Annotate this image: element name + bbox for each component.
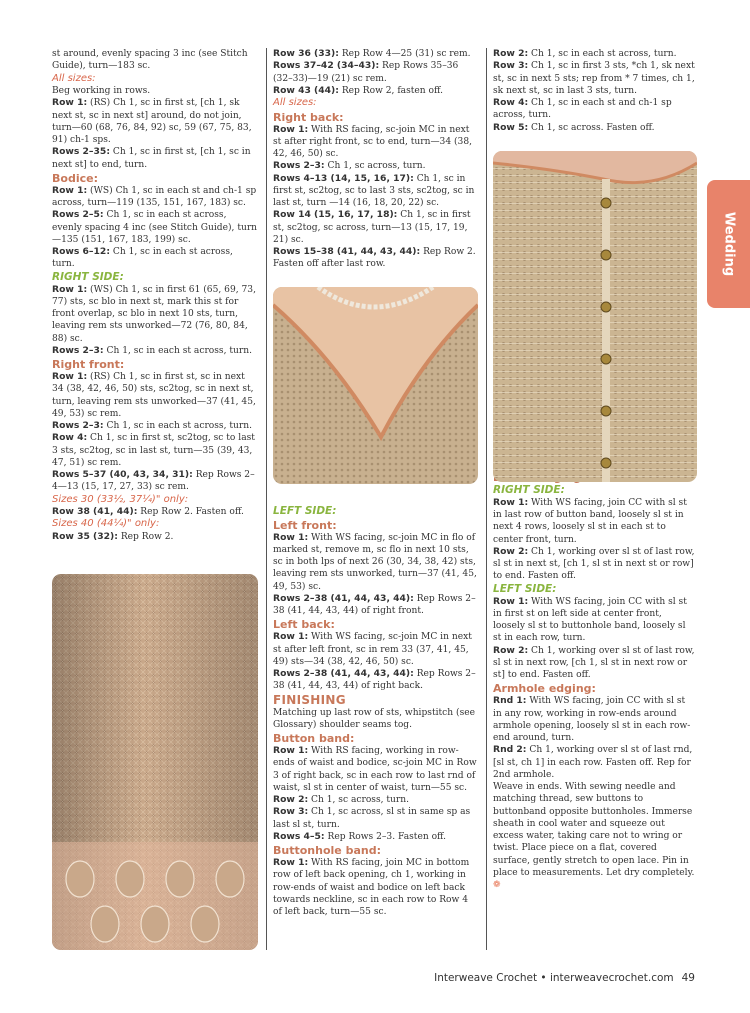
- row-label: Row 5:: [493, 121, 529, 133]
- section-tab: [707, 180, 750, 308]
- instruction-row: [273, 246, 478, 271]
- row-label: Row 1:: [52, 283, 88, 295]
- row-label: Row 14 (15, 16, 17, 18):: [273, 209, 398, 221]
- left-back-heading: Left back:: [273, 618, 335, 632]
- row-text: (RS) Ch 1, sc in first st, [ch 1, sk next st, sc in next st] around, do not join, turn—60 (68, 76, 84, 92) sc, 59 (67, 75, 83, 91) ch-1 sps.: [52, 98, 252, 145]
- instruction-row: [493, 60, 696, 97]
- instruction-row: [273, 209, 478, 246]
- armhole-edging-heading: Armhole edging:: [493, 682, 596, 696]
- row-text: Ch 1, sc in first 3 sts, *ch 1, sk next st, sc in next 5 sts; rep from * 7 times, ch 1, sk next st, sc in last 3 sts, turn.: [493, 61, 695, 96]
- row-label: Rows 4–13 (14, 15, 16, 17):: [273, 172, 414, 184]
- row-label: Row 2:: [493, 545, 529, 557]
- row-text: Rep Rows 35–36 (32–33)—19 (21) sc rem.: [273, 61, 459, 84]
- row-label: Row 1:: [273, 123, 309, 135]
- instruction-row: [52, 209, 258, 246]
- instruction-row: [52, 345, 258, 357]
- row-text: Ch 1, sc in each st across, turn.: [103, 345, 252, 356]
- row-text: With WS facing, sc-join MC in flo of marked st, remove m, sc flo in next 10 sts, sc in both lps of next 26 (30, 34, 38, 42) sts, leaving rem sts unworked, turn—37 (41, 45, 49, 53) sc.: [273, 532, 477, 592]
- row-label: Row 1:: [273, 531, 309, 543]
- section-tab-label: Wedding: [721, 211, 736, 277]
- instruction-row: [273, 857, 478, 918]
- row-text: Ch 1, sc in first st, sc2tog, sc across, turn—13 (15, 17, 19, 21) sc.: [273, 210, 471, 245]
- row-label: Rows 2–3:: [273, 160, 325, 172]
- row-text: Rep Row 2. Fasten off.: [137, 507, 244, 517]
- row-text: (WS) Ch 1, sc in first 61 (65, 69, 73, 77) sts, sc blo in next st, mark this st for front overlap, sc blo in next 10 sts, turn, leaving rem sts unworked—72 (76, 80, 84, 88) sc.: [52, 284, 256, 344]
- instruction-row: [273, 124, 478, 161]
- instruction-row: [52, 371, 258, 420]
- row-label: Row 1:: [273, 631, 309, 643]
- all-sizes-heading: All sizes:: [273, 97, 317, 108]
- row-text: Ch 1, sc in each st across, evenly spacing 4 inc (see Stitch Guide), turn—135 (151, 167, 183, 199) sc.: [52, 210, 258, 245]
- instruction-row: [52, 469, 258, 494]
- row-text: Ch 1, sc in each st across, turn.: [52, 247, 233, 270]
- instruction-row: [273, 794, 478, 806]
- row-text: Rep Row 2.: [117, 531, 174, 542]
- row-label: Row 1:: [273, 745, 309, 756]
- right-side-heading: RIGHT SIDE:: [493, 483, 565, 496]
- row-label: Rows 2–38 (41, 44, 43, 44):: [273, 592, 414, 604]
- publication-credit: Interweave Crochet • interweavecrochet.com: [434, 972, 674, 984]
- column-divider: [486, 48, 487, 950]
- row-label: Row 1:: [493, 496, 529, 508]
- instruction-row: [52, 284, 258, 345]
- row-label: Row 2:: [493, 48, 529, 59]
- row-text: With RS facing, sc-join MC in next st after right front, sc to end, turn—34 (38, 42, 46, 50) sc.: [273, 124, 473, 159]
- instruction-row: [273, 668, 478, 693]
- instruction-row: [493, 48, 696, 60]
- row-label: Rows 2–38 (41, 44, 43, 44):: [273, 668, 414, 679]
- finishing-heading: FINISHING: [273, 692, 346, 707]
- row-label: Rows 2–35:: [52, 146, 110, 158]
- instruction-row: [52, 420, 258, 432]
- row-text: With RS facing, join MC in bottom row of left back opening, ch 1, working in row-ends of waist and bodice on left back towards neckline, sc in each row to Row 4 of left back, turn—55 sc.: [273, 858, 470, 917]
- column-1: [52, 48, 258, 543]
- instruction-row: [493, 596, 696, 645]
- instruction-row: [493, 122, 696, 134]
- row-text: With WS facing, sc-join MC in next st after left front, sc in rem 33 (37, 41, 45, 49) sts—34 (38, 42, 46, 50) sc.: [273, 632, 472, 667]
- row-text: Ch 1, working over sl st of last rnd, [sl st, ch 1] in each row. Fasten off. Rep for 2nd armhole.: [493, 745, 693, 780]
- row-text: Ch 1, sc in first st, sc2tog, sc to last 3 sts, sc2tog, sc in last st, turn —14 (16, 18, 20, 22) sc.: [273, 173, 475, 208]
- paragraph: st around, evenly spacing 3 inc (see Stitch Guide), turn—183 sc.: [52, 49, 248, 72]
- instruction-row: [273, 806, 478, 831]
- right-front-heading: Right front:: [52, 358, 125, 371]
- closing-paragraph: [493, 781, 696, 891]
- skirt-lace-image: [52, 574, 258, 950]
- skirt-lace-photo: [52, 574, 258, 950]
- right-side-heading: RIGHT SIDE:: [52, 270, 124, 283]
- row-label: Row 2:: [273, 794, 309, 805]
- row-label: Row 4:: [52, 432, 88, 444]
- instruction-row: [493, 97, 696, 122]
- page-footer: [434, 972, 695, 984]
- row-text: Ch 1, sc in each st across, turn.: [103, 421, 252, 431]
- row-label: Rows 15–38 (41, 44, 43, 44):: [273, 246, 421, 257]
- row-text: Rep Row 2, fasten off.: [338, 85, 444, 96]
- row-label: Row 38 (41, 44):: [52, 506, 138, 517]
- row-text: Ch 1, working over sl st of last row, sl st in next row, [ch 1, sl st in next row or st] to end. Fasten off.: [493, 645, 695, 680]
- row-text: Rep Rows 2–38 (41, 44, 43, 44) of right back.: [273, 669, 476, 692]
- instruction-row: [493, 546, 696, 583]
- row-text: Ch 1, sc across, turn.: [308, 795, 410, 805]
- row-label: Rnd 2:: [493, 744, 527, 756]
- row-text: Ch 1, sc in first st, sc2tog, sc to last 3 sts, sc2tog, sc in last st, turn—35 (39, 43, 47, 51) sc rem.: [52, 433, 255, 468]
- left-side-heading: LEFT SIDE:: [493, 582, 557, 595]
- row-text: With WS facing, join CC with sl st in last row of button band, loosely sl st in next 4 rows, loosely sl st in each st to center front, turn.: [493, 497, 687, 545]
- row-label: Row 1:: [52, 184, 88, 196]
- instruction-row: [493, 645, 696, 682]
- row-text: Ch 1, sc in each st across, turn.: [528, 49, 677, 59]
- instruction-row: [273, 60, 478, 85]
- row-text: Ch 1, working over sl st of last row, sl st in next st, [ch 1, sl st in next st or row] to end. Fasten off.: [493, 546, 695, 582]
- row-text: With WS facing, join CC with sl st in any row, working in row-ends around armhole opening, loosely sl st in each row-end around, turn.: [493, 696, 691, 743]
- row-text: Rep Row 2. Fasten off after last row.: [273, 247, 476, 270]
- row-label: Rows 4–5:: [273, 830, 325, 842]
- instruction-row: [493, 497, 696, 546]
- sizes-heading: Sizes 30 (33½, 37¼)" only:: [52, 493, 189, 505]
- row-text: (RS) Ch 1, sc in first st, sc in next 34 (38, 42, 46, 50) sts, sc2tog, sc in next st, turn, leaving rem sts unworked—37 (41, 45, 49, 53) sc rem.: [52, 372, 256, 419]
- column-divider: [266, 48, 267, 950]
- row-label: Row 1:: [52, 371, 88, 382]
- row-text: Ch 1, sc in first st, [ch 1, sc in next st] to end, turn.: [52, 147, 251, 170]
- instruction-row: [273, 160, 478, 172]
- instruction-row: [273, 532, 478, 593]
- buttons-image: [493, 151, 697, 482]
- instruction-row: [493, 744, 696, 781]
- row-text: With WS facing, join CC with sl st in first st on left side at center front, loosely sl st to buttonhole band, loosely sl st in each row, turn.: [493, 596, 687, 644]
- left-front-heading: Left front:: [273, 518, 337, 532]
- row-label: Row 1:: [493, 595, 529, 607]
- end-mark-icon: ❁: [493, 880, 501, 890]
- row-label: Row 2:: [493, 644, 529, 656]
- buttons-photo: [493, 151, 697, 482]
- row-label: Row 36 (33):: [273, 48, 339, 59]
- right-back-heading: Right back:: [273, 110, 344, 124]
- row-text: Rep Rows 2–3. Fasten off.: [324, 831, 447, 842]
- row-label: Rows 5–37 (40, 43, 34, 31):: [52, 469, 193, 480]
- all-sizes-heading: All sizes:: [52, 72, 96, 84]
- row-text: Ch 1, sc in each st and ch-1 sp across, turn.: [493, 98, 672, 121]
- instruction-row: [52, 246, 258, 271]
- row-text: Rep Rows 2–38 (41, 44, 43, 44) of right front.: [273, 593, 476, 616]
- instruction-row: [52, 185, 258, 210]
- bodice-heading: Bodice:: [52, 171, 98, 185]
- neckline-photo: [273, 287, 478, 484]
- row-label: Rows 2–3:: [52, 344, 104, 356]
- instruction-row: [52, 506, 258, 518]
- instruction-row: [52, 432, 258, 469]
- page-number: 49: [681, 972, 695, 984]
- instruction-row: [273, 745, 478, 794]
- row-label: Rnd 1:: [493, 695, 527, 707]
- row-text: Ch 1, sc across. Fasten off.: [528, 122, 655, 133]
- left-side-heading: LEFT SIDE:: [273, 504, 337, 517]
- row-text: Ch 1, sc across, turn.: [324, 161, 426, 172]
- sizes-heading: Sizes 40 (44¼)" only:: [52, 518, 160, 530]
- row-label: Rows 37–42 (34–43):: [273, 60, 380, 72]
- instruction-row: [273, 631, 478, 668]
- instruction-row: [273, 593, 478, 618]
- row-label: Row 3:: [273, 806, 309, 818]
- row-label: Rows 2–3:: [52, 420, 104, 431]
- row-label: Rows 6–12:: [52, 246, 110, 257]
- row-text: Rep Row 4—25 (31) sc rem.: [338, 49, 471, 59]
- row-text: (WS) Ch 1, sc in each st and ch-1 sp across, turn—119 (135, 151, 167, 183) sc.: [52, 185, 257, 208]
- row-label: Row 3:: [493, 60, 529, 72]
- instruction-row: [273, 173, 478, 210]
- row-text: Ch 1, sc across, sl st in same sp as last sl st, turn.: [273, 807, 471, 830]
- instruction-row: [52, 531, 258, 543]
- row-label: Row 1:: [52, 97, 88, 109]
- instruction-row: [52, 146, 258, 171]
- buttonhole-band-heading: Buttonhole band:: [273, 844, 381, 857]
- closing-text: Weave in ends. With sewing needle and matching thread, sew buttons to buttonband opposite buttonholes. Immerse sheath in cool water and squeeze out excess water, taking care not to wring or twist. Place piece on a flat, covered surface, gently stretch to open lace. Pin in place to measurements. Let dry completely.: [493, 782, 695, 878]
- instruction-row: [273, 85, 478, 97]
- instruction-row: [52, 97, 258, 146]
- paragraph: Matching up last row of sts, whipstitch (see Glossary) shoulder seams tog.: [273, 707, 475, 730]
- instruction-row: [273, 831, 478, 843]
- row-label: Rows 2–5:: [52, 209, 104, 221]
- row-text: With RS facing, working in row-ends of waist and bodice, sc-join MC in Row 3 of right back, sc in each row to last rnd of waist, sl st in center of waist, turn—55 sc.: [273, 746, 477, 793]
- neckline-image: [273, 287, 478, 484]
- row-label: Row 1:: [273, 857, 309, 868]
- row-label: Row 4:: [493, 97, 529, 108]
- button-band-heading: Button band:: [273, 732, 355, 745]
- instruction-row: [493, 695, 696, 744]
- row-label: Row 43 (44):: [273, 84, 339, 96]
- row-text: Rep Rows 2–4—13 (15, 17, 27, 33) sc rem.: [52, 470, 255, 493]
- paragraph: Beg working in rows.: [52, 86, 151, 96]
- row-label: Row 35 (32):: [52, 530, 118, 542]
- instruction-row: [273, 48, 478, 60]
